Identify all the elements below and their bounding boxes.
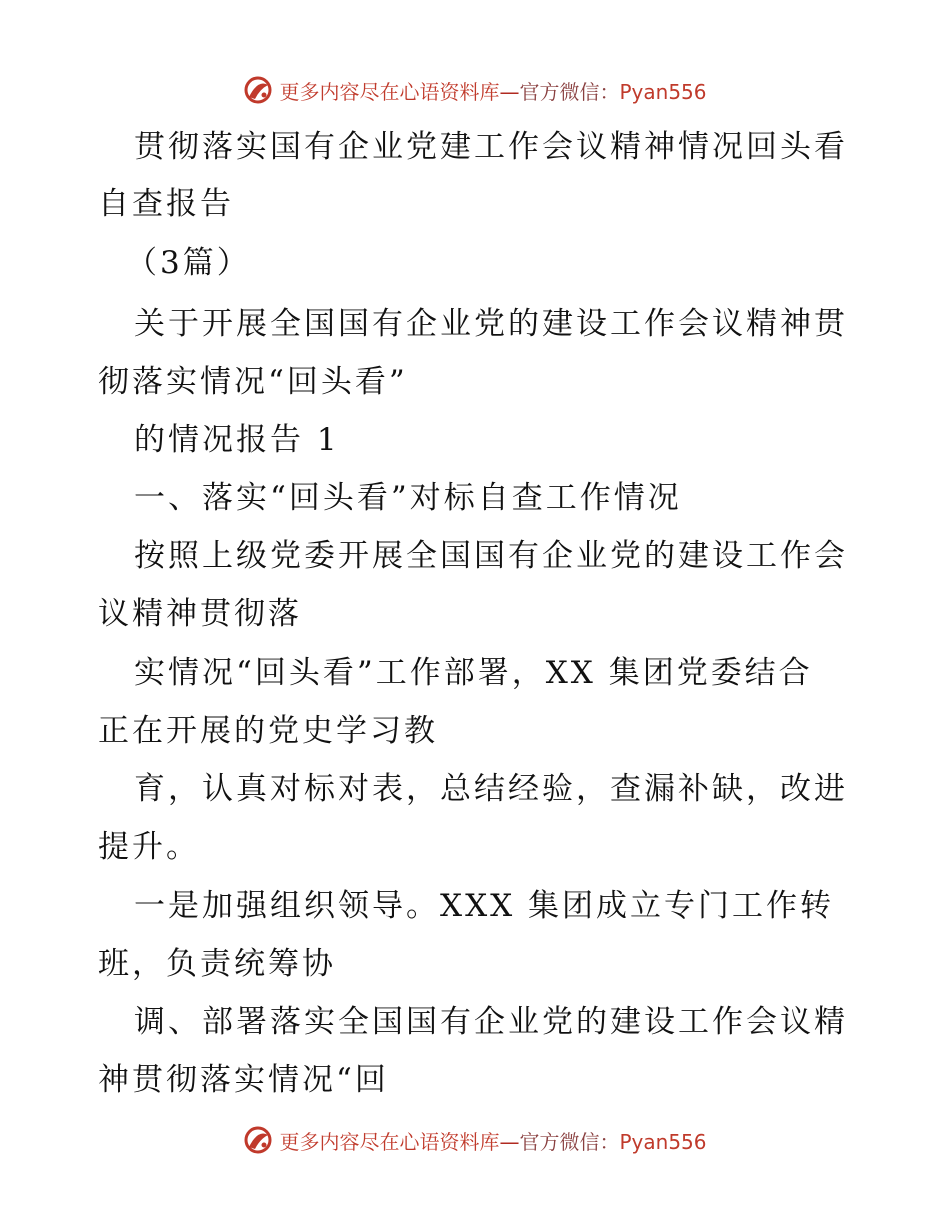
ink-brush-logo-icon [243, 1125, 273, 1155]
watermark-text [279, 1126, 706, 1155]
doc-section-heading: 一、落实“回头看”对标自查工作情况 [134, 480, 682, 516]
doc-paragraph-line: 提升。 [98, 829, 200, 865]
watermark-wechat-label: 官方微信： [519, 1129, 620, 1154]
watermark-wechat-label: 官方微信： [519, 79, 620, 104]
footer-watermark [0, 1120, 950, 1160]
doc-paragraph-line: 调、部署落实全国国有企业党的建设工作会议精 [134, 1004, 848, 1040]
doc-paragraph-line: 神贯彻落实情况“回 [98, 1062, 389, 1098]
doc-paragraph-line: 关于开展全国国有企业党的建设工作会议精神贯 [134, 306, 848, 342]
watermark-dash: — [499, 1129, 520, 1154]
doc-paragraph-line: 的情况报告 1 [134, 422, 340, 458]
watermark-wechat-id: Pyan556 [619, 1129, 707, 1154]
watermark-dash: — [499, 79, 520, 104]
doc-title-line-1: 贯彻落实国有企业党建工作会议精神情况回头看 [134, 129, 848, 165]
watermark-site-text: 更多内容尽在心语资料库 [279, 79, 500, 104]
doc-paragraph-line: 议精神贯彻落 [98, 596, 302, 632]
watermark-text [279, 76, 706, 105]
doc-title-line-2: 自查报告 [98, 186, 234, 222]
doc-paragraph-line: 一是加强组织领导。XXX 集团成立专门工作转 [134, 888, 835, 924]
doc-subtitle: （3篇） [126, 245, 251, 281]
doc-paragraph-line: 育，认真对标对表，总结经验，查漏补缺，改进 [134, 771, 848, 807]
doc-paragraph-line: 班，负责统筹协 [98, 946, 336, 982]
watermark-wechat-id: Pyan556 [619, 79, 707, 104]
ink-brush-logo-icon [243, 75, 273, 105]
header-watermark [0, 70, 950, 110]
doc-paragraph-line: 正在开展的党史学习教 [98, 713, 438, 749]
watermark-site-text: 更多内容尽在心语资料库 [279, 1129, 500, 1154]
doc-paragraph-line: 按照上级党委开展全国国有企业党的建设工作会 [134, 538, 848, 574]
doc-paragraph-line: 实情况“回头看”工作部署，XX 集团党委结合 [134, 655, 813, 691]
doc-paragraph-line: 彻落实情况“回头看” [98, 364, 408, 400]
